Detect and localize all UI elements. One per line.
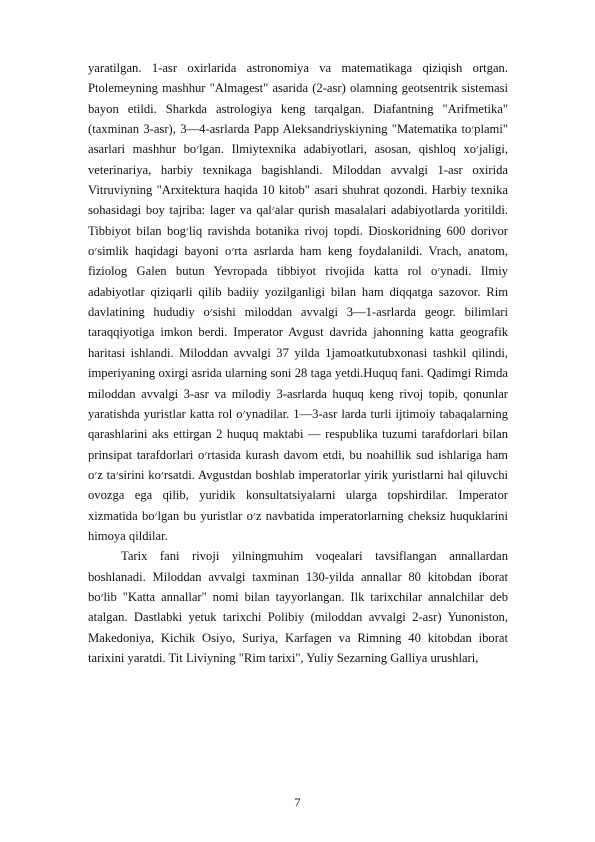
body-text (88, 58, 508, 668)
paragraph-1: yaratilgan. 1-asr oxirlarida astronomiya va matematikaga qiziqish ortgan. Ptolemeyning mashhur "Almagest" asarida (2-asr) olamning geotsentrik sistemasi bayon etildi. Sharkda astrologiya keng tarqalgan. Diafantning "Arifmetika" (taxminan 3-asr), 3—4-asrlarda Papp Aleksandriyskiyning "Matematika to׳plami" asarlari mashhur bo׳lgan. Ilmiytexnika adabiyotlari, asosan, qishloq xo׳jaligi, veterinariya, harbiy texnikaga bagishlandi. Miloddan avvalgi 1-asr oxirida Vitruviyning "Arxitektura haqida 10 kitob" asari shuhrat qozondi. Harbiy texnika sohasidagi boy tajriba: lager va qal׳alar qurish masalalari adabiyotlarda yoritildi. Tibbiyot bilan bog׳liq ravishda botanika rivoj topdi. Dioskoridning 600 dorivor o׳simlik haqidagi bayoni o׳rta asrlarda ham keng foydalanildi. Vrach, anatom, fiziolog Galen butun Yevropada tibbiyot rivojida katta rol o׳ynadi. Ilmiy adabiyotlar qiziqarli qilib badiiy yozilganligi bilan ham diqqatga sazovor. Rim davlatining hududiy o׳sishi miloddan avvalgi 3—1-asrlarda geogr. bilimlari taraqqiyotiga imkon berdi. Imperator Avgust davrida jahonning katta geografik haritasi ishlandi. Miloddan avvalgi 37 yilda 1jamoatkutubxonasi tashkil qilindi, imperiyaning oxirgi asrida ularning soni 28 taga yetdi.Huquq fani. Qadimgi Rimda miloddan avvalgi 3-asr va milodiy 3-asrlarda huquq keng rivoj topib, qonunlar yaratishda yuristlar katta rol o׳ynadilar. 1—3-asr larda turli ijtimoiy tabaqalarning qarashlarini aks ettirgan 2 huquq maktabi — respublika tuzumi tarafdorlari bilan prinsipat tarafdorlari o׳rtasida kurash davom etdi, bu noahillik sud ishlariga ham o׳z ta׳sirini ko׳rsatdi. Avgustdan boshlab imperatorlar yirik yuristlarni hal qiluvchi ovozga ega qilib, yuridik konsultatsiyalarni ularga topshirdilar. Imperator xizmatida bo׳lgan bu yuristlar o׳z navbatida imperatorlarning cheksiz huquklarini himoya qildilar. (88, 61, 509, 543)
paragraph-2: Tarix fani rivoji yilningmuhim voqealari tavsiflangan annallardan boshlanadi. Miloddan avvalgi taxminan 130-yilda annallar 80 kitobdan iborat bo׳lib "Katta annallar" nomi bilan tayyorlangan. Ilk tarixchilar annalchilar deb atalgan. Dastlabki yetuk tarixchi Polibiy (miloddan avvalgi 2-asr) Yunoniston, Makedoniya, Kichik Osiyo, Suriya, Karfagen va Rimning 40 kitobdan iborat tarixini yaratdi. Tit Liviyning "Rim tarixi", Yuliy Sezarning Galliya urushlari, (88, 549, 508, 665)
page-number: 7 (294, 795, 301, 809)
